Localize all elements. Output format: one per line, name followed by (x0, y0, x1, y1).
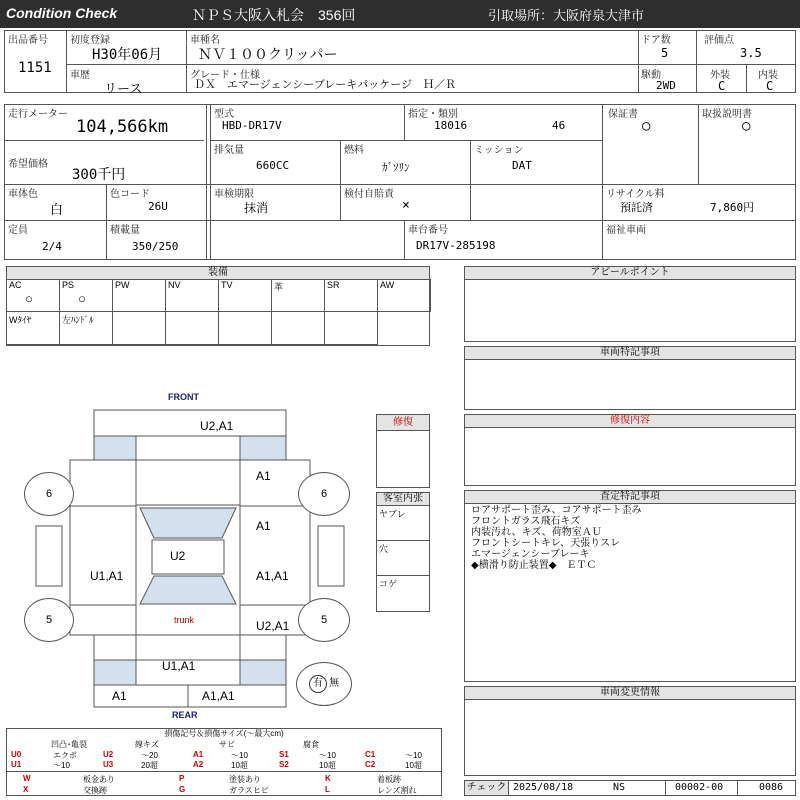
drive: 2WD (656, 79, 676, 92)
legend-desc: 〜10 (53, 761, 70, 770)
mileage: 104,566km (76, 117, 169, 137)
legend-code: X (23, 785, 29, 794)
assessment-title: 査定特記事項 (465, 491, 795, 504)
legend-desc: 10超 (319, 761, 336, 770)
displacement: 660CC (256, 159, 290, 172)
code1: 00002-00 (675, 782, 724, 793)
equipment-item (272, 279, 325, 312)
special-panel (464, 346, 796, 410)
interior-box (376, 492, 430, 612)
legend-code: A2 (193, 760, 204, 769)
legend-code: P (179, 774, 185, 783)
damage-rear-gate: U1,A1 (162, 659, 196, 673)
special-title: 車両特記事項 (465, 347, 795, 360)
equipment-item (325, 312, 378, 345)
manual-label: 取扱説明書 (702, 109, 752, 120)
tire-front-left: 6 (24, 472, 74, 516)
recycle-label: リサイクル料 (606, 189, 665, 200)
assessment-line: ◆横滑り防止装置◆ ＥＴＣ (471, 560, 597, 571)
model-name: ＮＶ１００クリッパー (198, 47, 338, 63)
legend-desc: 板金あり (83, 775, 115, 784)
front-label: FRONT (168, 392, 199, 402)
legend-desc: 塗装あり (229, 775, 261, 784)
assessment-line: フロントシートキレ、天張りスレ (471, 538, 621, 549)
damage-rear-right: A1,A1 (202, 689, 235, 703)
legend-group: 腐食 (303, 740, 319, 749)
legend-desc: ガラスヒビ (229, 786, 269, 795)
damage-left-side: U1,A1 (90, 569, 124, 583)
drive-label: 駆動 (641, 70, 661, 81)
damage-right-fender: A1 (256, 469, 271, 483)
equipment-item (113, 279, 166, 312)
legend-desc: 〜10 (231, 751, 248, 760)
pickup-location: 引取場所：大阪府泉大津市 (488, 8, 645, 23)
chassis-label: 車台番号 (408, 225, 448, 236)
interior-title: 客室内张 (377, 493, 429, 506)
legend-desc: 〜20 (141, 751, 158, 760)
equipment-label: SR (327, 280, 340, 290)
interior-item: コゲ (379, 579, 398, 589)
score: 3.5 (740, 46, 762, 60)
legend-desc: 〜10 (405, 751, 422, 760)
tire-rear-right: 5 (298, 598, 350, 642)
grade-label: グレード・仕様 (190, 70, 260, 81)
fuel-label: 燃料 (344, 145, 364, 156)
legend-desc: レンズ割れ (377, 786, 417, 795)
equipment-item (60, 312, 113, 345)
legend-code: A1 (193, 750, 204, 759)
equipment-item (272, 312, 325, 345)
equipment-label: AW (380, 280, 395, 290)
color: 白 (50, 203, 64, 218)
tire-front-right: 6 (298, 472, 350, 516)
equipment-item (166, 279, 219, 312)
trunk-label: trunk (174, 615, 195, 625)
legend-code: K (325, 774, 331, 783)
equipment-item (325, 279, 378, 312)
repair-content-panel (464, 414, 796, 486)
damage-front-bumper: U2,A1 (200, 419, 234, 433)
equipment-item (60, 279, 113, 312)
designation: 18016 (434, 119, 468, 132)
appeal-title: アピールポイント (465, 267, 795, 280)
type-label: 型式 (214, 109, 234, 120)
capacity-label: 定員 (8, 225, 28, 236)
spare-tire-yes: 有 (309, 675, 327, 693)
lot-label: 出品番号 (8, 35, 48, 46)
legend-code: U1 (11, 760, 22, 769)
spare-tire-circle (296, 662, 352, 706)
legend-desc: 着板跡 (377, 775, 401, 784)
first-reg: H30年06月 (92, 47, 163, 63)
legend-desc: 20超 (141, 761, 158, 770)
change-title: 車両変更情報 (465, 687, 795, 700)
equipment-value: ○ (25, 291, 33, 306)
repair-box (376, 414, 430, 488)
assessment-line: エマージェンシーブレーキ (471, 549, 590, 560)
assessment-line: フロントガラス飛石キズ (471, 516, 581, 527)
equipment-label: PW (115, 280, 130, 290)
first-reg-label: 初度登録 (70, 35, 110, 46)
equipment-item (378, 279, 431, 312)
legend-desc: 交換跡 (83, 786, 107, 795)
fuel: ｶﾞｿﾘﾝ (382, 161, 410, 174)
spare-tire-no: 無 (329, 678, 339, 689)
legend-code: G (179, 785, 186, 794)
doors: 5 (661, 46, 669, 60)
legend-code: U3 (103, 760, 114, 769)
price-label: 希望価格 (8, 159, 48, 170)
damage-rear-left: A1 (112, 689, 127, 703)
history-label: 車歴 (70, 70, 90, 81)
legend-code: S2 (279, 760, 289, 769)
checker: NS (613, 782, 626, 793)
load-label: 積載量 (110, 225, 140, 236)
category: 46 (552, 119, 566, 132)
legend-group: サビ (219, 740, 235, 749)
damage-right-rear-door: A1,A1 (256, 569, 289, 583)
recycle-status: 預託済 (620, 201, 653, 214)
manual: ○ (742, 118, 751, 134)
insurance: × (402, 198, 410, 213)
exterior-label: 外装 (710, 70, 730, 81)
insurance-label: 検付自賠責 (344, 189, 394, 200)
grade: ＤＸ エマージェンシーブレーキパッケージ Ｈ／Ｒ (194, 78, 457, 91)
equipment-value: ○ (78, 291, 86, 306)
equipment-item (219, 279, 272, 312)
damage-right-quarter: U2,A1 (256, 619, 290, 633)
equipment-label: PS (62, 280, 75, 290)
equipment-label: NV (168, 280, 181, 290)
tire-rear-left: 5 (24, 598, 74, 642)
equipment-label: 革 (274, 282, 284, 292)
legend-desc: 10超 (405, 761, 422, 770)
inspection-label: 車検期限 (214, 189, 254, 200)
equipment-label: Wﾀｲﾔ (9, 315, 31, 325)
equipment-item (219, 312, 272, 345)
type: HBD-DR17V (222, 119, 282, 132)
legend-code: U0 (11, 750, 22, 759)
color-code: 26U (148, 200, 168, 213)
equipment-label: TV (221, 280, 233, 290)
mission-label: ミッション (474, 145, 524, 156)
interior: C (766, 79, 774, 93)
mission: DAT (512, 159, 532, 172)
interior-item: 穴 (377, 541, 429, 576)
warranty: ○ (642, 118, 651, 134)
assessment-panel (464, 490, 796, 682)
model-name-label: 車種名 (190, 35, 220, 46)
interior-item: ヤブレ (377, 506, 429, 541)
recycle-fee: 7,860円 (710, 201, 755, 214)
legend-desc: 10超 (231, 761, 248, 770)
exterior: C (718, 79, 726, 93)
title-bar (0, 0, 800, 28)
damage-roof: U2 (170, 549, 186, 563)
legend-code: U2 (103, 750, 114, 759)
assessment-line: 内装汚れ、キズ、荷物室ＡＵ (471, 527, 602, 538)
auction-name: ＮＰＳ大阪入札会 356回 (192, 7, 356, 23)
load: 350/250 (132, 240, 179, 253)
color-code-label: 色コード (110, 189, 150, 200)
capacity: 2/4 (42, 240, 62, 253)
code2: 0086 (759, 782, 784, 793)
title: Condition Check (6, 5, 118, 21)
legend-desc: エクボ (53, 751, 77, 760)
legend-title: 損傷記号＆損傷サイズ(〜最大cm) (164, 729, 284, 738)
equipment-item (7, 279, 60, 312)
check-label: チェック (465, 781, 509, 795)
legend-code: L (325, 785, 330, 794)
lot-number: 1151 (18, 60, 52, 76)
legend-code: S1 (279, 750, 289, 759)
welfare-label: 福祉車両 (606, 225, 646, 236)
repair-title: 修復 (377, 415, 429, 431)
equipment-item (113, 312, 166, 345)
equipment-title: 装備 (7, 267, 429, 280)
legend-code: W (23, 774, 31, 783)
equipment-item (166, 312, 219, 345)
designation-label: 指定・類別 (408, 109, 458, 120)
assessment-line: ロアサポート歪み、コアサポート歪み (471, 505, 642, 516)
repair-content-title: 修復内容 (465, 415, 795, 428)
change-panel (464, 686, 796, 776)
appeal-panel (464, 266, 796, 342)
legend-group: 凹凸･亀裂 (51, 740, 87, 749)
damage-legend (6, 728, 442, 796)
check-row (464, 780, 796, 796)
equipment-label: 左ﾊﾝﾄﾞﾙ (62, 315, 94, 325)
equipment-label: AC (9, 280, 22, 290)
equipment-table (6, 266, 430, 346)
score-label: 評価点 (704, 35, 734, 46)
history: リース (104, 82, 143, 97)
chassis: DR17V-285198 (416, 239, 496, 252)
legend-group: 線キズ (135, 740, 159, 749)
price: 300千円 (72, 167, 126, 183)
mileage-label: 走行メーター (8, 109, 68, 120)
legend-desc: 〜10 (319, 751, 336, 760)
inspection: 抹消 (244, 201, 269, 215)
rear-label: REAR (172, 710, 198, 720)
doors-label: ドア数 (641, 35, 671, 46)
legend-code: C2 (365, 760, 376, 769)
check-date: 2025/08/18 (513, 782, 574, 793)
equipment-item (7, 312, 60, 345)
color-label: 車体色 (8, 189, 38, 200)
displacement-label: 排気量 (214, 145, 244, 156)
interior-label: 内装 (758, 70, 778, 81)
damage-right-front-door: A1 (256, 519, 271, 533)
warranty-label: 保証書 (608, 109, 638, 120)
legend-code: C1 (365, 750, 376, 759)
